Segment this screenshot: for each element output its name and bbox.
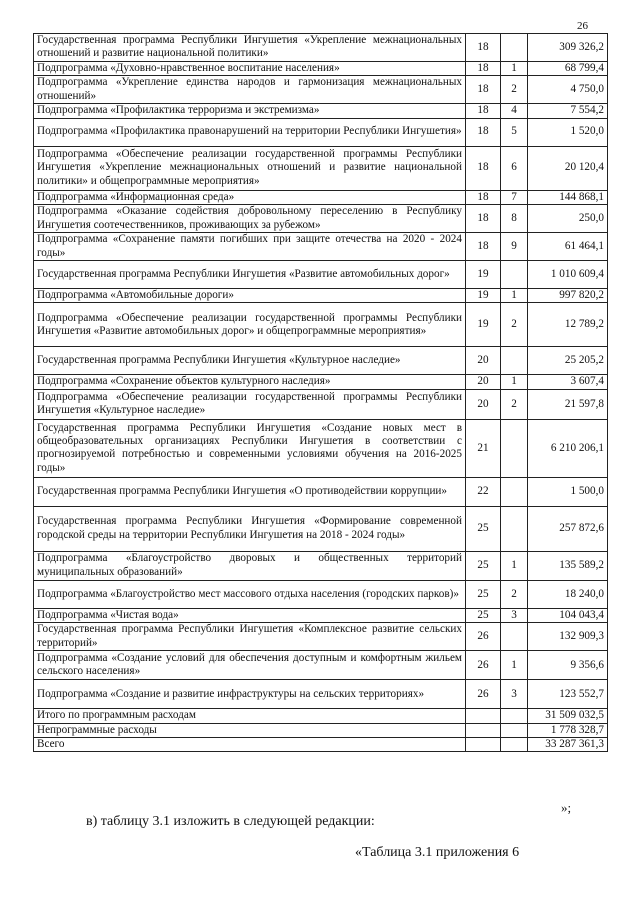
program-code-cell: 22 [466,477,501,506]
program-name-cell: Подпрограмма «Обеспечение реализации государственной программы Республики Ингушетия «Культурное наследие» [34,389,466,419]
total-subcode-cell [501,723,528,737]
amount-cell: 1 520,0 [528,118,608,146]
program-code-cell: 26 [466,623,501,651]
table-row [34,205,608,233]
program-code-cell: 26 [466,680,501,709]
table-row [34,623,608,651]
total-subcode-cell [501,709,528,723]
amount-cell: 144 868,1 [528,190,608,204]
amount-cell: 7 554,2 [528,104,608,118]
program-name-cell: Подпрограмма «Укрепление единства народов и гармонизация межнациональных отношений» [34,76,466,104]
table-row [34,233,608,261]
subprogram-code-cell [501,506,528,551]
subprogram-code-cell: 3 [501,608,528,622]
program-code-cell: 18 [466,76,501,104]
program-code-cell: 18 [466,146,501,190]
program-name-cell: Подпрограмма «Профилактика правонарушений на территории Республики Ингушетия» [34,118,466,146]
program-name-cell: Подпрограмма «Оказание содействия добровольному переселению в Республику Ингушетия соотечественников, проживающих за рубежом» [34,205,466,233]
program-name-cell: Государственная программа Республики Ингушетия «Создание новых мест в общеобразовательных организациях Республики Ингушетия в соответствии с прогнозируемой потребностью и современными условиями обучения на 2016-2025 годы» [34,419,466,477]
table-row [34,551,608,580]
program-name-cell: Подпрограмма «Обеспечение реализации государственной программы Республики Ингушетия «Развитие автомобильных дорог» и общепрограммные мероприятия» [34,303,466,347]
subprogram-code-cell [501,419,528,477]
page-number: 26 [577,20,588,32]
subprogram-code-cell: 1 [501,61,528,75]
table-row [34,146,608,190]
subprogram-code-cell: 3 [501,680,528,709]
budget-table [33,33,608,752]
program-code-cell: 20 [466,389,501,419]
program-code-cell: 18 [466,205,501,233]
program-name-cell: Подпрограмма «Чистая вода» [34,608,466,622]
total-label-cell: Непрограммные расходы [34,723,466,737]
program-code-cell: 25 [466,580,501,608]
total-amount-cell: 33 287 361,3 [528,738,608,752]
subprogram-code-cell [501,477,528,506]
program-code-cell: 21 [466,419,501,477]
program-name-cell: Подпрограмма «Сохранение памяти погибших при защите отечества на 2020 - 2024 годы» [34,233,466,261]
total-code-cell [466,723,501,737]
program-name-cell: Подпрограмма «Благоустройство дворовых и общественных территорий муниципальных образований» [34,551,466,580]
amount-cell: 21 597,8 [528,389,608,419]
table-row [34,34,608,62]
subprogram-code-cell: 1 [501,375,528,389]
program-code-cell: 26 [466,651,501,680]
amount-cell: 61 464,1 [528,233,608,261]
table-row [34,477,608,506]
subprogram-code-cell: 2 [501,76,528,104]
amount-cell: 257 872,6 [528,506,608,551]
amount-cell: 18 240,0 [528,580,608,608]
amount-cell: 997 820,2 [528,289,608,303]
program-name-cell: Государственная программа Республики Ингушетия «Формирование современной городской среды на территории Республики Ингушетия на 2018 - 2024 годы» [34,506,466,551]
table-row [34,76,608,104]
amount-cell: 3 607,4 [528,375,608,389]
table-row [34,580,608,608]
subprogram-code-cell: 4 [501,104,528,118]
table-row [34,118,608,146]
program-code-cell: 18 [466,190,501,204]
program-code-cell: 18 [466,104,501,118]
amount-cell: 135 589,2 [528,551,608,580]
amount-cell: 25 205,2 [528,347,608,375]
total-label-cell: Всего [34,738,466,752]
program-name-cell: Подпрограмма «Информационная среда» [34,190,466,204]
program-name-cell: Подпрограмма «Создание и развитие инфраструктуры на сельских территориях» [34,680,466,709]
program-name-cell: Государственная программа Республики Ингушетия «Комплексное развитие сельских территорий» [34,623,466,651]
amount-cell: 309 326,2 [528,34,608,62]
subprogram-code-cell [501,623,528,651]
table-row [34,680,608,709]
subprogram-code-cell: 1 [501,651,528,680]
program-name-cell: Подпрограмма «Сохранение объектов культурного наследия» [34,375,466,389]
program-name-cell: Государственная программа Республики Ингушетия «Развитие автомобильных дорог» [34,261,466,289]
amount-cell: 20 120,4 [528,146,608,190]
subprogram-code-cell: 9 [501,233,528,261]
table-row [34,104,608,118]
program-code-cell: 18 [466,118,501,146]
program-code-cell: 20 [466,375,501,389]
subprogram-code-cell [501,261,528,289]
total-label-cell: Итого по программным расходам [34,709,466,723]
program-code-cell: 25 [466,608,501,622]
program-name-cell: Подпрограмма «Обеспечение реализации государственной программы Республики Ингушетия «Укрепление межнациональных отношений и развитие национальной политики» и общепрограммные мероприятия» [34,146,466,190]
table-row [34,651,608,680]
program-name-cell: Государственная программа Республики Ингушетия «Укрепление межнациональных отношений и развитие национальной политики» [34,34,466,62]
table-row [34,289,608,303]
amount-cell: 104 043,4 [528,608,608,622]
subprogram-code-cell: 6 [501,146,528,190]
table-row [34,190,608,204]
amount-cell: 68 799,4 [528,61,608,75]
amount-cell: 250,0 [528,205,608,233]
program-code-cell: 18 [466,233,501,261]
program-code-cell: 19 [466,289,501,303]
next-table-caption: «Таблица 3.1 приложения 6 [355,845,520,860]
table-row [34,375,608,389]
program-name-cell: Подпрограмма «Автомобильные дороги» [34,289,466,303]
program-code-cell: 25 [466,551,501,580]
amount-cell: 12 789,2 [528,303,608,347]
subprogram-code-cell [501,34,528,62]
subprogram-code-cell: 7 [501,190,528,204]
total-row [34,723,608,737]
total-row [34,738,608,752]
program-name-cell: Подпрограмма «Благоустройство мест массового отдыха населения (городских парков)» [34,580,466,608]
subprogram-code-cell: 2 [501,303,528,347]
table-row [34,61,608,75]
table-row [34,608,608,622]
closing-quote: »; [561,800,572,815]
program-code-cell: 19 [466,261,501,289]
subprogram-code-cell [501,347,528,375]
subprogram-code-cell: 1 [501,551,528,580]
total-row [34,709,608,723]
amount-cell: 123 552,7 [528,680,608,709]
total-amount-cell: 31 509 032,5 [528,709,608,723]
program-code-cell: 20 [466,347,501,375]
program-name-cell: Подпрограмма «Создание условий для обеспечения доступным и комфортным жильем сельского населения» [34,651,466,680]
subprogram-code-cell: 1 [501,289,528,303]
table-row [34,303,608,347]
table-row [34,347,608,375]
program-name-cell: Государственная программа Республики Ингушетия «О противодействии коррупции» [34,477,466,506]
program-code-cell: 25 [466,506,501,551]
instruction-text: в) таблицу 3.1 изложить в следующей редакции: [86,814,375,829]
amount-cell: 4 750,0 [528,76,608,104]
subprogram-code-cell: 8 [501,205,528,233]
program-code-cell: 19 [466,303,501,347]
program-name-cell: Государственная программа Республики Ингушетия «Культурное наследие» [34,347,466,375]
program-code-cell: 18 [466,34,501,62]
program-name-cell: Подпрограмма «Профилактика терроризма и экстремизма» [34,104,466,118]
table-row [34,389,608,419]
subprogram-code-cell: 5 [501,118,528,146]
budget-table-body [34,34,608,752]
amount-cell: 9 356,6 [528,651,608,680]
amount-cell: 1 010 609,4 [528,261,608,289]
table-row [34,261,608,289]
amount-cell: 6 210 206,1 [528,419,608,477]
program-name-cell: Подпрограмма «Духовно-нравственное воспитание населения» [34,61,466,75]
amount-cell: 132 909,3 [528,623,608,651]
amount-cell: 1 500,0 [528,477,608,506]
table-row [34,506,608,551]
subprogram-code-cell: 2 [501,389,528,419]
total-subcode-cell [501,738,528,752]
total-code-cell [466,738,501,752]
total-code-cell [466,709,501,723]
total-amount-cell: 1 778 328,7 [528,723,608,737]
program-code-cell: 18 [466,61,501,75]
table-row [34,419,608,477]
subprogram-code-cell: 2 [501,580,528,608]
